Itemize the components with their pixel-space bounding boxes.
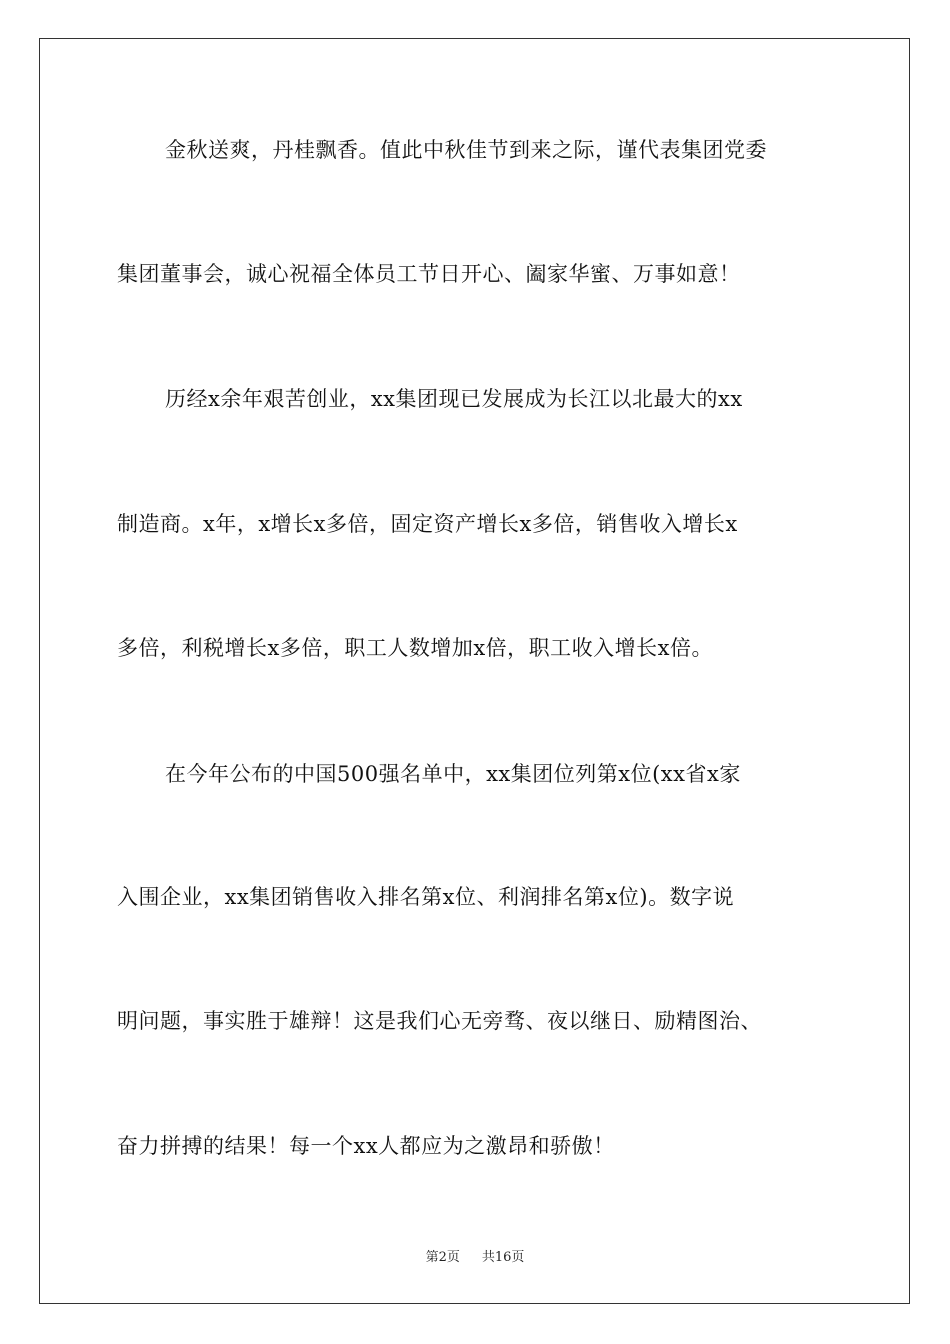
paragraph-line: 明问题，事实胜于雄辩！这是我们心无旁骛、夜以继日、励精图治、 <box>117 1009 762 1033</box>
paragraph-line: 入围企业，xx集团销售收入排名第x位、利润排名第x位)。数字说 <box>117 885 735 909</box>
paragraph-line: 制造商。x年，x增长x多倍，固定资产增长x多倍，销售收入增长x <box>117 512 738 536</box>
paragraph-line: 历经x余年艰苦创业，xx集团现已发展成为长江以北最大的xx <box>165 387 743 411</box>
paragraph-line: 奋力拼搏的结果！每一个xx人都应为之激昂和骄傲！ <box>117 1134 615 1158</box>
page-total: 共16页 <box>481 1250 525 1265</box>
paragraph-line: 在今年公布的中国500强名单中，xx集团位列第x位(xx省x家 <box>165 762 741 786</box>
page-border <box>39 38 910 1304</box>
paragraph-line: 金秋送爽，丹桂飘香。值此中秋佳节到来之际，谨代表集团党委 <box>165 138 767 162</box>
page-footer <box>0 1246 950 1265</box>
page-number: 第2页 <box>425 1250 460 1265</box>
paragraph-line: 集团董事会，诚心祝福全体员工节日开心、阖家华蜜、万事如意！ <box>117 262 741 286</box>
paragraph-line: 多倍，利税增长x多倍，职工人数增加x倍，职工收入增长x倍。 <box>117 636 714 660</box>
